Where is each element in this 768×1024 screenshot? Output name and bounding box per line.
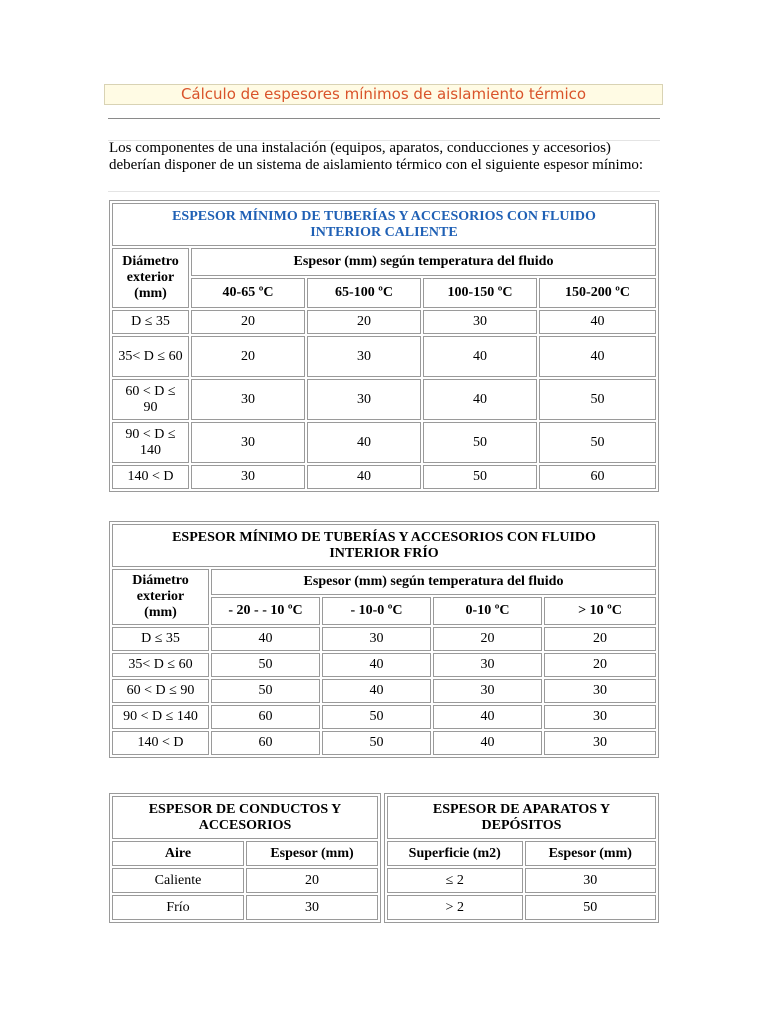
value-cell: 30	[191, 465, 305, 489]
value-cell: 30	[433, 679, 542, 703]
diameter-cell: 35< D ≤ 60	[112, 653, 209, 677]
cold-temp-column-header: - 10-0 ºC	[322, 597, 431, 625]
cold-temp-column-header: - 20 - - 10 ºC	[211, 597, 320, 625]
table-row	[112, 336, 656, 377]
table-row	[112, 379, 656, 420]
value-cell: 50	[539, 422, 656, 463]
diameter-cell: D ≤ 35	[112, 627, 209, 651]
value-cell: 40	[211, 627, 320, 651]
value-cell: 20	[246, 868, 378, 893]
title-divider	[108, 118, 660, 119]
ducts-table	[109, 793, 381, 923]
value-cell: 30	[423, 310, 537, 334]
value-cell: 40	[307, 422, 421, 463]
cold-fluid-table	[109, 521, 659, 758]
equipment-table-heading: ESPESOR DE APARATOS Y DEPÓSITOS	[387, 796, 656, 839]
hot-temperature-header: Espesor (mm) según temperatura del fluido	[191, 248, 656, 276]
air-column-header: Aire	[112, 841, 244, 866]
value-cell: 30	[246, 895, 378, 920]
diameter-cell: 35< D ≤ 60	[112, 336, 189, 377]
table-row	[112, 679, 656, 703]
value-cell: 50	[539, 379, 656, 420]
value-cell: 40	[322, 653, 431, 677]
hot-fluid-table	[109, 200, 659, 492]
value-cell: 20	[191, 336, 305, 377]
value-cell: 40	[423, 336, 537, 377]
value-cell: 50	[322, 705, 431, 729]
value-cell: 30	[307, 336, 421, 377]
value-cell: 50	[211, 653, 320, 677]
value-cell: 20	[433, 627, 542, 651]
value-cell: 30	[525, 868, 657, 893]
table-row	[112, 705, 656, 729]
cold-temp-column-header: 0-10 ºC	[433, 597, 542, 625]
value-cell: 20	[307, 310, 421, 334]
diameter-cell: 90 < D ≤ 140	[112, 705, 209, 729]
hot-diameter-header: Diámetro exterior (mm)	[112, 248, 189, 308]
value-cell: 40	[307, 465, 421, 489]
value-cell: 30	[322, 627, 431, 651]
diameter-cell: 60 < D ≤ 90	[112, 679, 209, 703]
cold-temp-column-header: > 10 ºC	[544, 597, 656, 625]
value-cell: 40	[322, 679, 431, 703]
table-row	[112, 731, 656, 755]
hot-temp-column-header: 100-150 ºC	[423, 278, 537, 308]
diameter-cell: 140 < D	[112, 465, 189, 489]
diameter-cell: 60 < D ≤ 90	[112, 379, 189, 420]
value-cell: 50	[423, 422, 537, 463]
value-cell: 30	[191, 379, 305, 420]
value-cell: 30	[433, 653, 542, 677]
cold-diameter-header: Diámetro exterior (mm)	[112, 569, 209, 625]
table-row	[112, 653, 656, 677]
table-row	[112, 310, 656, 334]
equipment-table	[384, 793, 659, 923]
table-row	[387, 868, 656, 893]
diameter-cell: 90 < D ≤ 140	[112, 422, 189, 463]
value-cell: 40	[433, 731, 542, 755]
value-cell: 20	[544, 627, 656, 651]
surface-cell: ≤ 2	[387, 868, 523, 893]
value-cell: 60	[211, 731, 320, 755]
value-cell: 40	[539, 336, 656, 377]
hot-temp-column-header: 65-100 ºC	[307, 278, 421, 308]
value-cell: 30	[191, 422, 305, 463]
surface-cell: > 2	[387, 895, 523, 920]
diameter-cell: 140 < D	[112, 731, 209, 755]
table-row	[112, 868, 378, 893]
table-row	[112, 895, 378, 920]
thickness-column-header: Espesor (mm)	[525, 841, 657, 866]
value-cell: 50	[211, 679, 320, 703]
intro-paragraph: Los componentes de una instalación (equipos, aparatos, conducciones y accesorios) deberían disponer de un sistema de aislamiento térmico con el siguiente espesor mínimo:	[109, 140, 644, 173]
value-cell: 50	[525, 895, 657, 920]
value-cell: 40	[433, 705, 542, 729]
cold-table-heading: ESPESOR MÍNIMO DE TUBERÍAS Y ACCESORIOS CON FLUIDO INTERIOR FRÍO	[112, 524, 656, 567]
value-cell: 20	[191, 310, 305, 334]
value-cell: 60	[539, 465, 656, 489]
value-cell: 30	[544, 705, 656, 729]
intro-bottom-divider	[108, 191, 660, 192]
value-cell: 60	[211, 705, 320, 729]
value-cell: 50	[322, 731, 431, 755]
air-type-cell: Caliente	[112, 868, 244, 893]
value-cell: 30	[544, 731, 656, 755]
page-title: Cálculo de espesores mínimos de aislamiento térmico	[104, 84, 663, 105]
thickness-column-header: Espesor (mm)	[246, 841, 378, 866]
air-type-cell: Frío	[112, 895, 244, 920]
value-cell: 20	[544, 653, 656, 677]
surface-column-header: Superficie (m2)	[387, 841, 523, 866]
value-cell: 40	[539, 310, 656, 334]
hot-temp-column-header: 150-200 ºC	[539, 278, 656, 308]
value-cell: 30	[307, 379, 421, 420]
value-cell: 40	[423, 379, 537, 420]
hot-table-heading: ESPESOR MÍNIMO DE TUBERÍAS Y ACCESORIOS CON FLUIDO INTERIOR CALIENTE	[112, 203, 656, 246]
table-row	[112, 465, 656, 489]
table-row	[387, 895, 656, 920]
diameter-cell: D ≤ 35	[112, 310, 189, 334]
table-row	[112, 627, 656, 651]
cold-temperature-header: Espesor (mm) según temperatura del fluido	[211, 569, 656, 595]
ducts-table-heading: ESPESOR DE CONDUCTOS Y ACCESORIOS	[112, 796, 378, 839]
hot-temp-column-header: 40-65 ºC	[191, 278, 305, 308]
value-cell: 50	[423, 465, 537, 489]
table-row	[112, 422, 656, 463]
value-cell: 30	[544, 679, 656, 703]
